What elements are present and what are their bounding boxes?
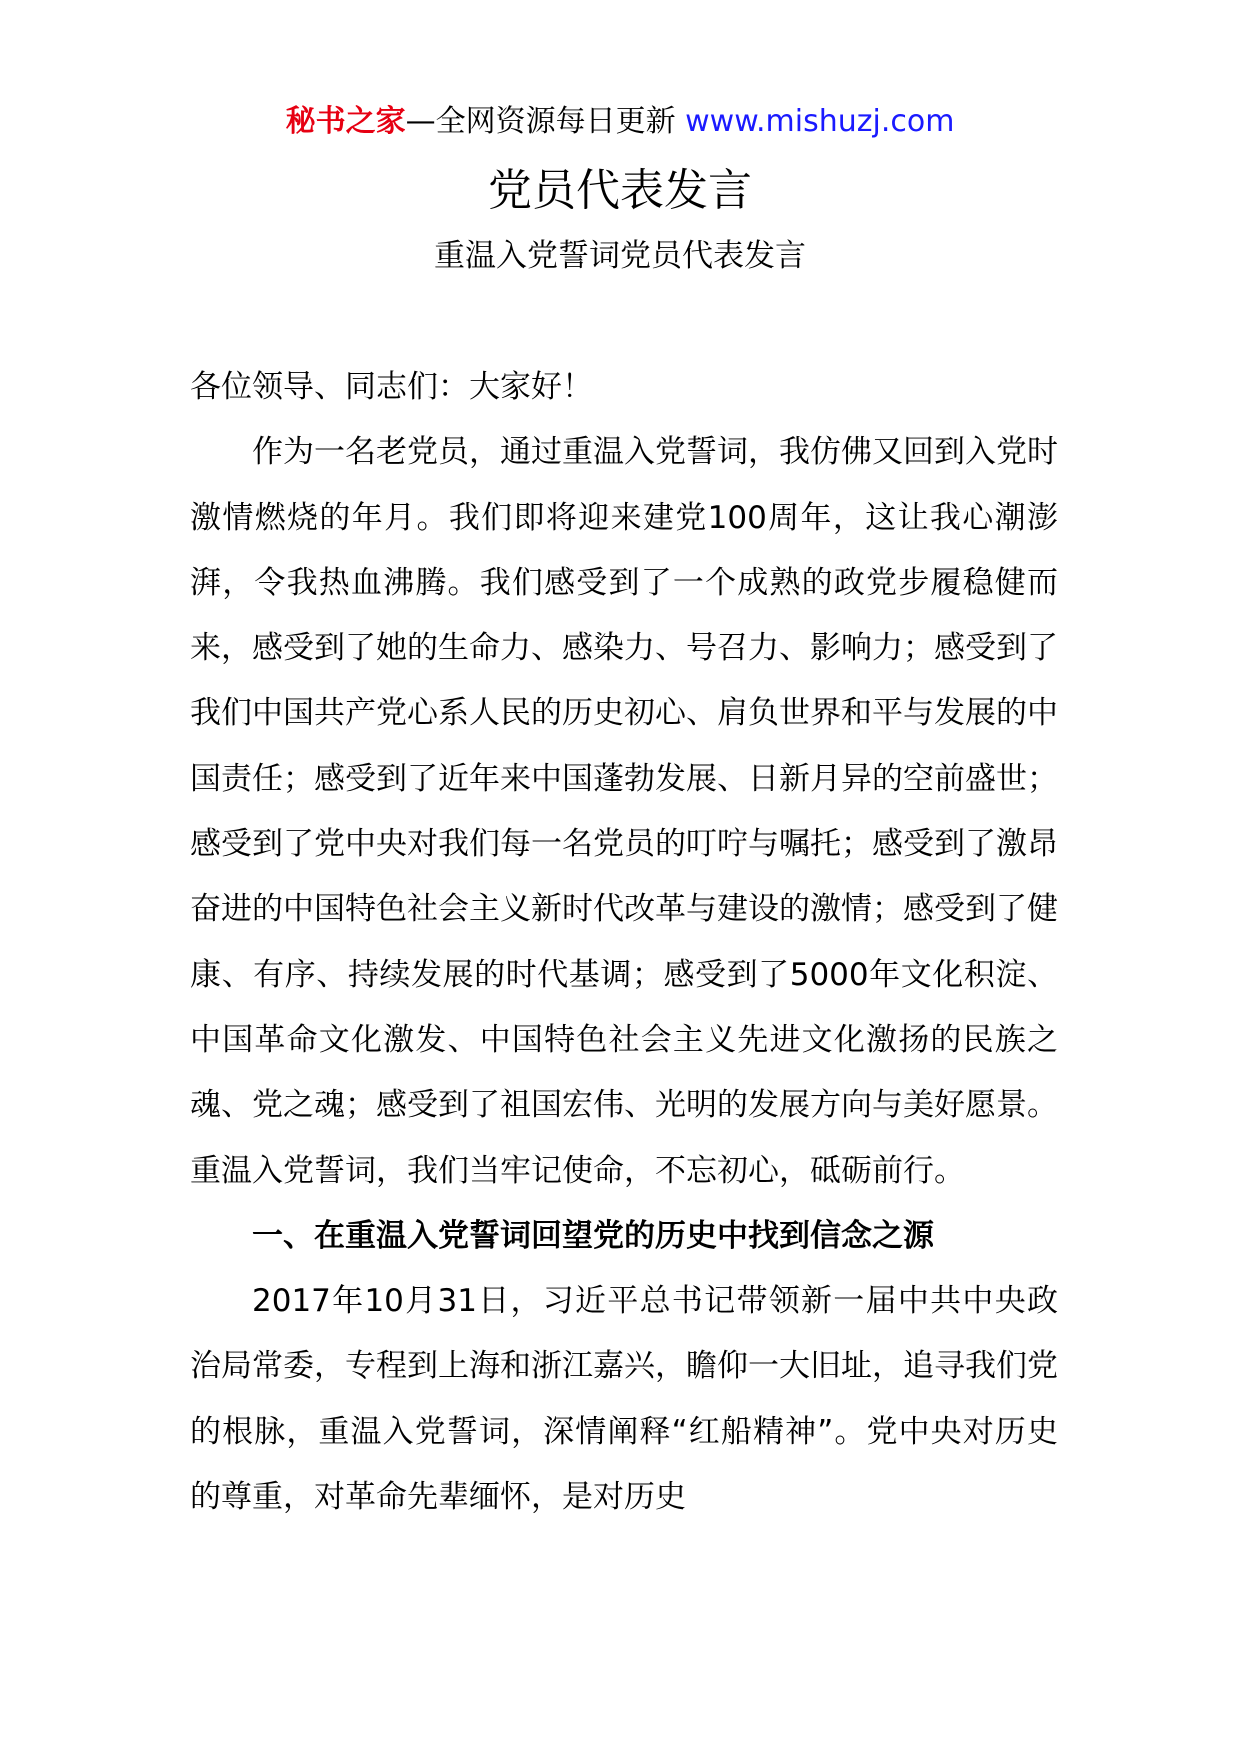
section-heading: 一、在重温入党誓词回望党的历史中找到信念之源	[252, 1217, 934, 1254]
site-slogan: —全网资源每日更新	[405, 104, 686, 139]
site-header	[0, 100, 1240, 144]
document-body	[190, 355, 1058, 1530]
site-url-link[interactable]: www.mishuzj.com	[685, 104, 955, 139]
document-title: 党员代表发言	[488, 165, 752, 216]
body-paragraph: 作为一名老党员，通过重温入党誓词，我仿佛又回到入党时激情燃烧的年月。我们即将迎来建党100周年，这让我心潮澎湃，令我热血沸腾。我们感受到了一个成熟的政党步履稳健而来，感受到了她的生命力、感染力、号召力、影响力；感受到了我们中国共产党心系人民的历史初心、肩负世界和平与发展的中国责任；感受到了近年来中国蓬勃发展、日新月异的空前盛世；感受到了党中央对我们每一名党员的叮咛与嘱托；感受到了激昂奋进的中国特色社会主义新时代改革与建设的激情；感受到了健康、有序、持续发展的时代基调；感受到了5000年文化积淀、中国革命文化激发、中国特色社会主义先进文化激扬的民族之魂、党之魂；感受到了祖国宏伟、光明的发展方向与美好愿景。重温入党誓词，我们当牢记使命，不忘初心，砥砺前行。	[190, 434, 1058, 1189]
greeting-line: 各位领导、同志们：大家好！	[190, 369, 593, 405]
brand-name: 秘书之家	[285, 104, 406, 139]
section-paragraph: 2017年10月31日，习近平总书记带领新一届中共中央政治局常委，专程到上海和浙江嘉兴，瞻仰一大旧址，追寻我们党的根脉，重温入党誓词，深情阐释“红船精神”。党中央对历史的尊重，对革命先辈缅怀，是对历史	[190, 1283, 1058, 1516]
document-subtitle: 重温入党誓词党员代表发言	[434, 238, 806, 274]
